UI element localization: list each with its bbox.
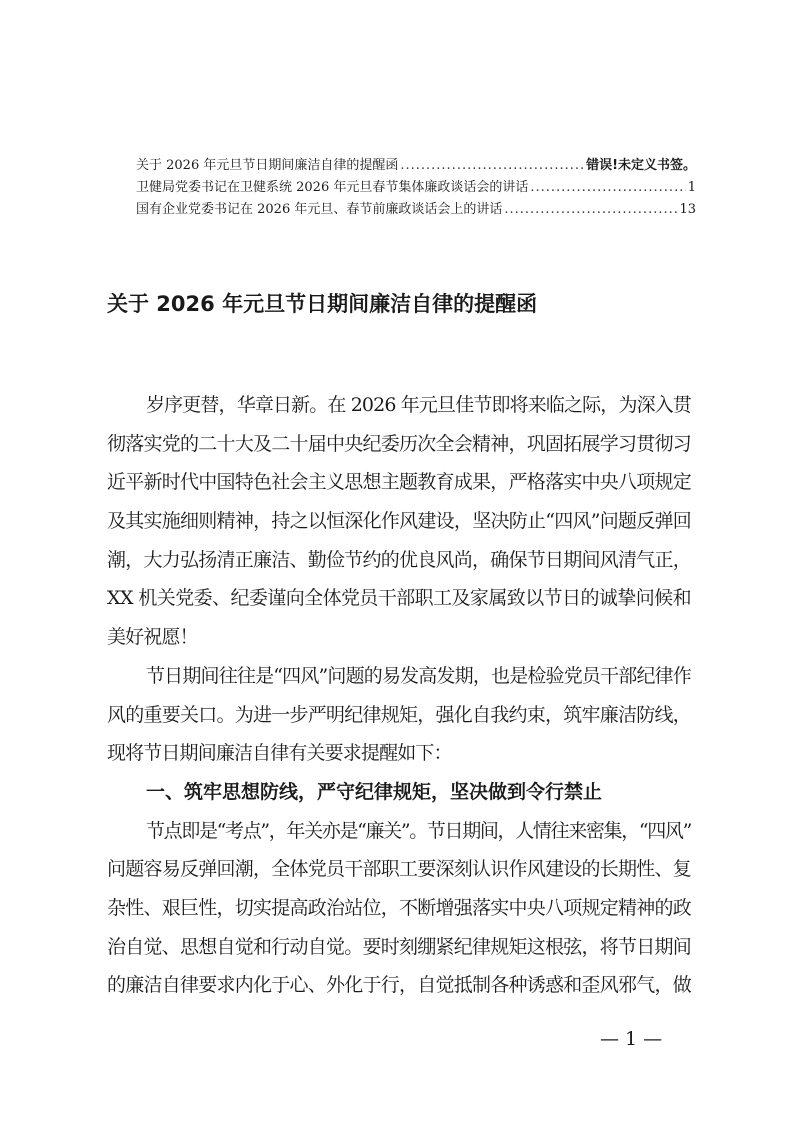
body-line: XX 机关党委、纪委谨向全体党员干部职工及家属致以节日的诚挚问候和 — [107, 587, 691, 610]
table-of-contents — [136, 155, 696, 221]
document-title: 关于 2026 年元旦节日期间廉洁自律的提醒函 — [107, 292, 538, 316]
body-line: 的廉洁自律要求内化于心、外化于行，自觉抵制各种诱惑和歪风邪气，做 — [107, 974, 691, 997]
toc-leader-dots — [504, 199, 677, 221]
toc-entry[interactable] — [136, 199, 696, 221]
body-line: 现将节日期间廉洁自律有关要求提醒如下： — [107, 742, 452, 765]
toc-entry[interactable] — [136, 155, 696, 177]
page-number: — 1 — — [600, 1028, 663, 1050]
body-line: 岁序更替，华章日新。在 2026 年元旦佳节即将来临之际，为深入贯 — [146, 394, 691, 416]
toc-entry-page: 13 — [679, 202, 696, 217]
toc-entry-page: 错误!未定义书签。 — [586, 158, 696, 173]
toc-entry-title: 关于 2026 年元旦节日期间廉洁自律的提醒函 — [136, 158, 399, 173]
body-line: 节点即是“考点”，年关亦是“廉关”。节日期间，人情往来密集，“四风” — [146, 819, 691, 842]
body-line: 问题容易反弹回潮，全体党员干部职工要深刻认识作风建设的长期性、复 — [107, 858, 691, 881]
toc-entry[interactable] — [136, 177, 696, 199]
toc-entry-title: 国有企业党委书记在 2026 年元旦、春节前廉政谈话会上的讲话 — [136, 202, 503, 217]
toc-leader-dots — [530, 177, 685, 199]
body-line: 杂性、艰巨性，切实提高政治站位，不断增强落实中央八项规定精神的政 — [107, 896, 691, 919]
section-heading: 一、筑牢思想防线，严守纪律规矩，坚决做到令行禁止 — [146, 780, 603, 803]
document-body — [107, 386, 691, 1005]
body-line: 节日期间往往是“四风”问题的易发高发期，也是检验党员干部纪律作 — [146, 664, 691, 687]
toc-entry-title: 卫健局党委书记在卫健系统 2026 年元旦春节集体廉政谈话会的讲话 — [136, 180, 529, 195]
body-line: 及其实施细则精神，持之以恒深化作风建设，坚决防止“四风”问题反弹回 — [107, 510, 691, 533]
toc-entry-page: 1 — [687, 180, 696, 195]
body-line: 美好祝愿！ — [107, 626, 198, 649]
toc-leader-dots — [400, 155, 584, 177]
body-line: 潮，大力弘扬清正廉洁、勤俭节约的优良风尚，确保节日期间风清气正， — [107, 548, 691, 571]
body-line: 治自觉、思想自觉和行动自觉。要时刻绷紧纪律规矩这根弦，将节日期间 — [107, 935, 691, 958]
body-line: 近平新时代中国特色社会主义思想主题教育成果，严格落实中央八项规定 — [107, 471, 691, 494]
body-line: 彻落实党的二十大及二十届中央纪委历次全会精神，巩固拓展学习贯彻习 — [107, 432, 691, 455]
body-line: 风的重要关口。为进一步严明纪律规矩，强化自我约束，筑牢廉洁防线， — [107, 703, 691, 726]
